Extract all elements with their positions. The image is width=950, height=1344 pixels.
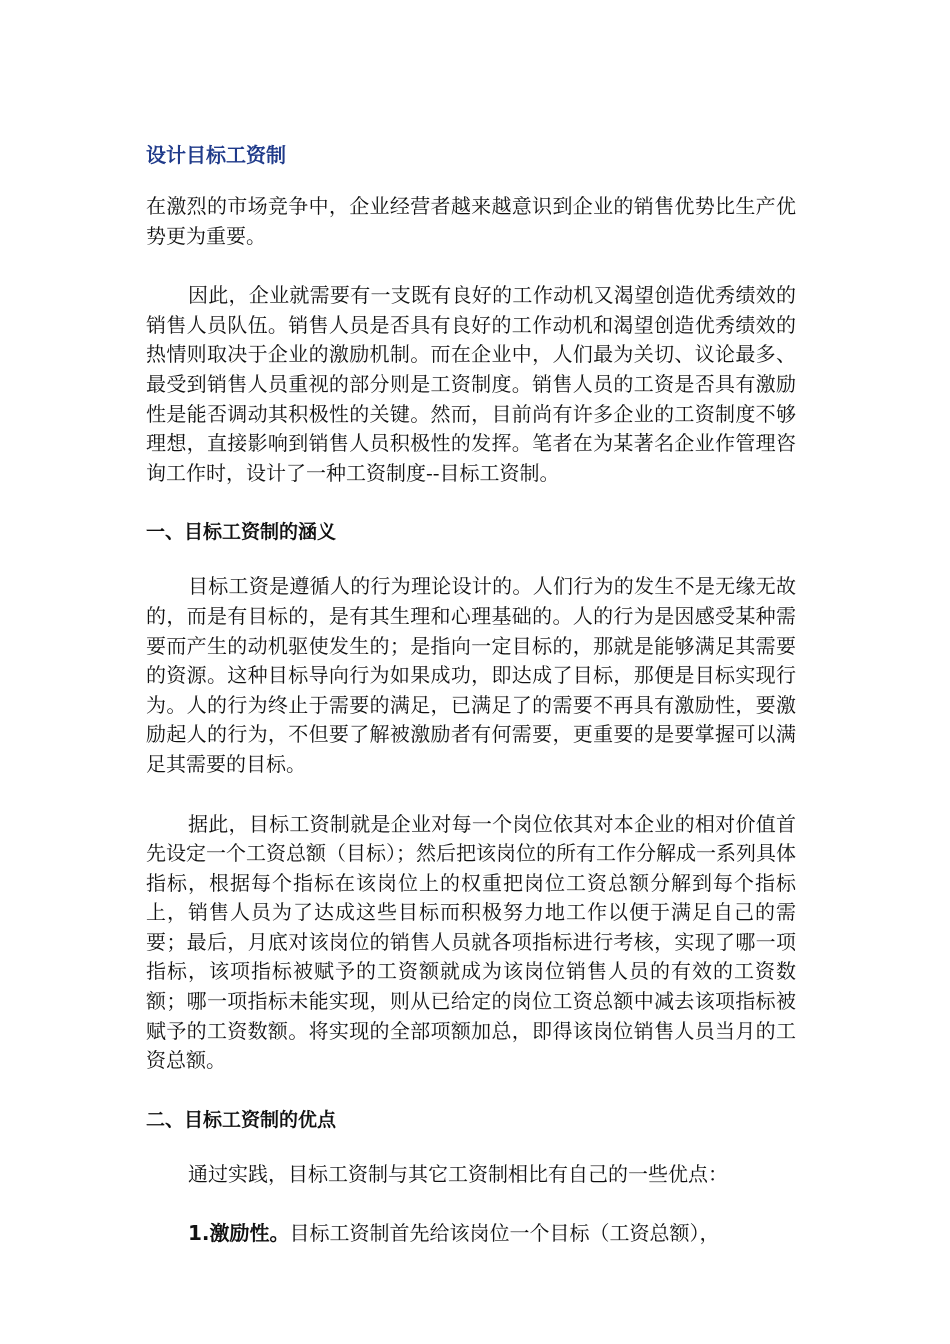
intro-paragraph: 在激烈的市场竞争中，企业经营者越来越意识到企业的销售优势比生产优势更为重要。 bbox=[146, 194, 796, 248]
document-page bbox=[146, 140, 796, 1279]
paragraph-background: 因此，企业就需要有一支既有良好的工作动机又渴望创造优秀绩效的销售人员队伍。销售人员是否具有良好的工作动机和渴望创造优秀绩效的热情则取决于企业的激励机制。而在企业中，人们最为关切、议论最多、最受到销售人员重视的部分则是工资制度。销售人员的工资是否具有激励性是能否调动其积极性的关键。然而，目前尚有许多企业的工资制度不够理想，直接影响到销售人员积极性的发挥。笔者在为某著名企业作管理咨询工作时，设计了一种工资制度--目标工资制。 bbox=[146, 283, 796, 485]
document-title: 设计目标工资制 bbox=[146, 143, 286, 167]
paragraph-point-1 bbox=[146, 1219, 796, 1249]
point-1-lead: 1.激励性。 bbox=[188, 1221, 290, 1246]
paragraph-advantages-intro: 通过实践，目标工资制与其它工资制相比有自己的一些优点： bbox=[188, 1161, 728, 1186]
paragraph-behavior-theory: 目标工资是遵循人的行为理论设计的。人们行为的发生不是无缘无故的，而是有目标的，是有其生理和心理基础的。人的行为是因感受某种需要而产生的动机驱使发生的；是指向一定目标的，那就是能够满足其需要的资源。这种目标导向行为如果成功，即达成了目标，那便是目标实现行为。人的行为终止于需要的满足，已满足了的需要不再具有激励性，要激励起人的行为，不但要了解被激励者有何需要，更重要的是要掌握可以满足其需要的目标。 bbox=[146, 574, 796, 776]
paragraph-definition: 据此，目标工资制就是企业对每一个岗位依其对本企业的相对价值首先设定一个工资总额（目标）；然后把该岗位的所有工作分解成一系列具体指标，根据每个指标在该岗位上的权重把岗位工资总额分解到每个指标上，销售人员为了达成这些目标而积极努力地工作以便于满足自己的需要；最后，月底对该岗位的销售人员就各项指标进行考核，实现了哪一项指标，该项指标被赋予的工资额就成为该岗位销售人员的有效的工资数额；哪一项指标未能实现，则从已给定的岗位工资总额中减去该项指标被赋予的工资数额。将实现的全部项额加总，即得该岗位销售人员当月的工资总额。 bbox=[146, 811, 796, 1073]
point-1-text: 目标工资制首先给该岗位一个目标（工资总额）， bbox=[289, 1221, 720, 1246]
section-heading-definition: 一、目标工资制的涵义 bbox=[146, 521, 337, 544]
section-heading-advantages: 二、目标工资制的优点 bbox=[146, 1108, 337, 1131]
